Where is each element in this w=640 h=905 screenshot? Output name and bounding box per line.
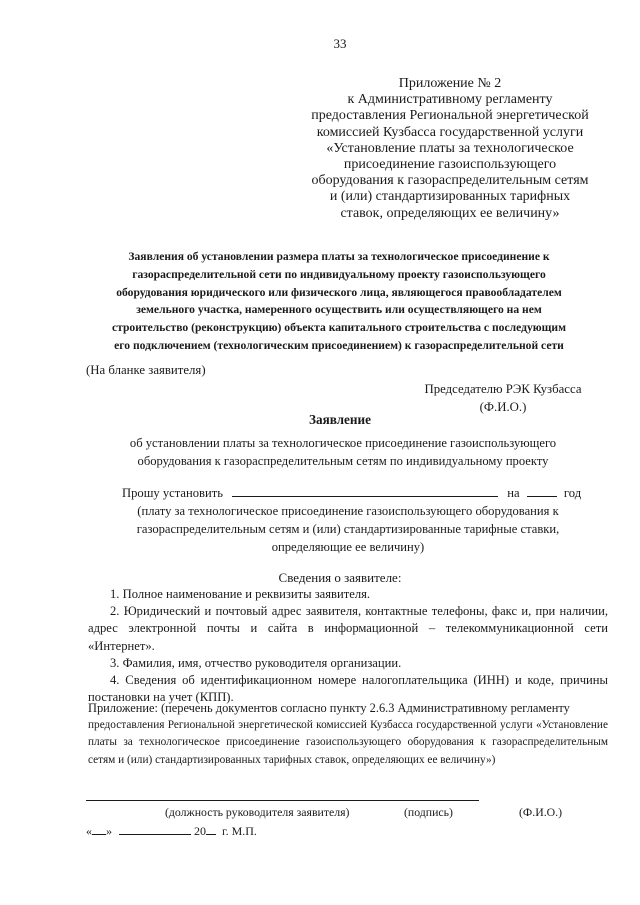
letterhead-note: (На бланке заявителя) (86, 363, 206, 377)
document-title-line: газораспределительной сети по индивидуальному проекту газоиспользующего (132, 267, 546, 281)
appendix-line: и (или) стандартизированных тарифных (329, 189, 571, 205)
addressee-fio: (Ф.И.О.) (479, 400, 527, 414)
date-open-quote: « (86, 824, 92, 838)
appendix-line: оборудования к газораспределительным сетям (311, 173, 589, 189)
document-title-line: Заявления об установлении размера платы за технологическое присоединение к (128, 250, 550, 263)
appendix-line: Приложение № 2 (398, 76, 502, 91)
appendix-line: присоединение газоиспользующего (343, 157, 557, 173)
applicant-info-item: 3. Фамилия, имя, отчество руководителя организации. (110, 655, 402, 670)
signature-fio-label: (Ф.И.О.) (519, 805, 563, 819)
date-line (86, 823, 257, 839)
date-year-prefix: 20 (194, 824, 206, 838)
month-blank-field[interactable] (119, 823, 191, 835)
applicant-info-item: 1. Полное наименование и реквизиты заявителя. (110, 587, 371, 601)
document-title-line: его подключением (технологическим присоединением) к газораспределительной сети (114, 338, 564, 352)
request-explanation-line: (плату за технологическое присоединение газоиспользующего оборудования к (137, 504, 559, 518)
request-row (88, 484, 608, 502)
document-title-line: строительство (реконструкцию) объекта капитального строительства с последующим (112, 321, 566, 335)
document-title-line: оборудования юридического или физического лица, являющегося правообладателем (116, 285, 562, 299)
applicant-info-item: 4. Сведения об идентификационном номере налогоплательщика (ИНН) и коде, причины постановки на учет (КПП). (88, 673, 608, 705)
date-suffix: г. М.П. (222, 824, 257, 838)
appendix-line: ставок, определяющих ее величину» (340, 205, 560, 221)
signature-line[interactable] (86, 800, 479, 801)
attachment-block (88, 700, 608, 769)
attachment-first-line: Приложение: (перечень документов согласно пункту 2.6.3 Административному регламенту (88, 701, 570, 715)
statement-subtitle-line: оборудования к газораспределительным сетям по индивидуальному проекту (137, 454, 549, 468)
day-blank-field[interactable] (92, 823, 106, 835)
applicant-info-heading: Сведения о заявителе: (278, 570, 402, 585)
appendix-line: комиссией Кузбасса государственной услуги (316, 124, 584, 140)
statement-subtitle (88, 434, 598, 470)
tariff-blank-field[interactable] (232, 485, 498, 497)
appendix-line: к Административному регламенту (347, 92, 553, 108)
request-year: год (563, 486, 582, 500)
document-title (80, 248, 598, 355)
document-title-line: земельного участка, намеренного осуществить или осуществляющего на нем (136, 303, 542, 317)
statement-title: Заявление (309, 412, 371, 427)
statement-subtitle-line: об установлении платы за технологическое присоединение газоиспользующего (129, 436, 557, 450)
year-blank-field[interactable] (527, 485, 557, 497)
attachment-text: предоставления Региональной энергетической комиссией Кузбасса государственной услуги «Установление платы за технологическое присоединение газоиспользующего оборудования к газораспределительным сетям и (или) стандартизированных тарифных ставок, определяющих ее величину») (88, 719, 608, 766)
signature-role-label: (должность руководителя заявителя) (165, 805, 350, 819)
applicant-info-list (88, 586, 608, 706)
request-on: на (507, 486, 520, 500)
appendix-line: «Установление платы за технологическое (326, 140, 574, 156)
appendix-line: предоставления Региональной энергетической (311, 108, 589, 124)
request-explanation-line: определяющие ее величину) (271, 540, 425, 554)
date-close-quote: » (106, 824, 112, 838)
addressee-title: Председателю РЭК Кузбасса (424, 382, 582, 396)
request-block (88, 484, 608, 556)
addressee-block (405, 380, 601, 416)
request-explanation-line: газораспределительным сетям и (или) стандартизированные тарифные ставки, (136, 522, 560, 536)
year-suffix-blank-field[interactable] (206, 823, 216, 835)
appendix-header (290, 76, 610, 222)
applicant-info-item: 2. Юридический и почтовый адрес заявителя, контактные телефоны, факс и, при наличии, адрес электронной почты и сайта в информационной – телекоммуникационной сети «Интернет». (88, 604, 608, 653)
request-prefix: Прошу установить (122, 486, 223, 500)
page-number: 33 (333, 36, 347, 51)
signature-sign-label: (подпись) (404, 805, 453, 819)
